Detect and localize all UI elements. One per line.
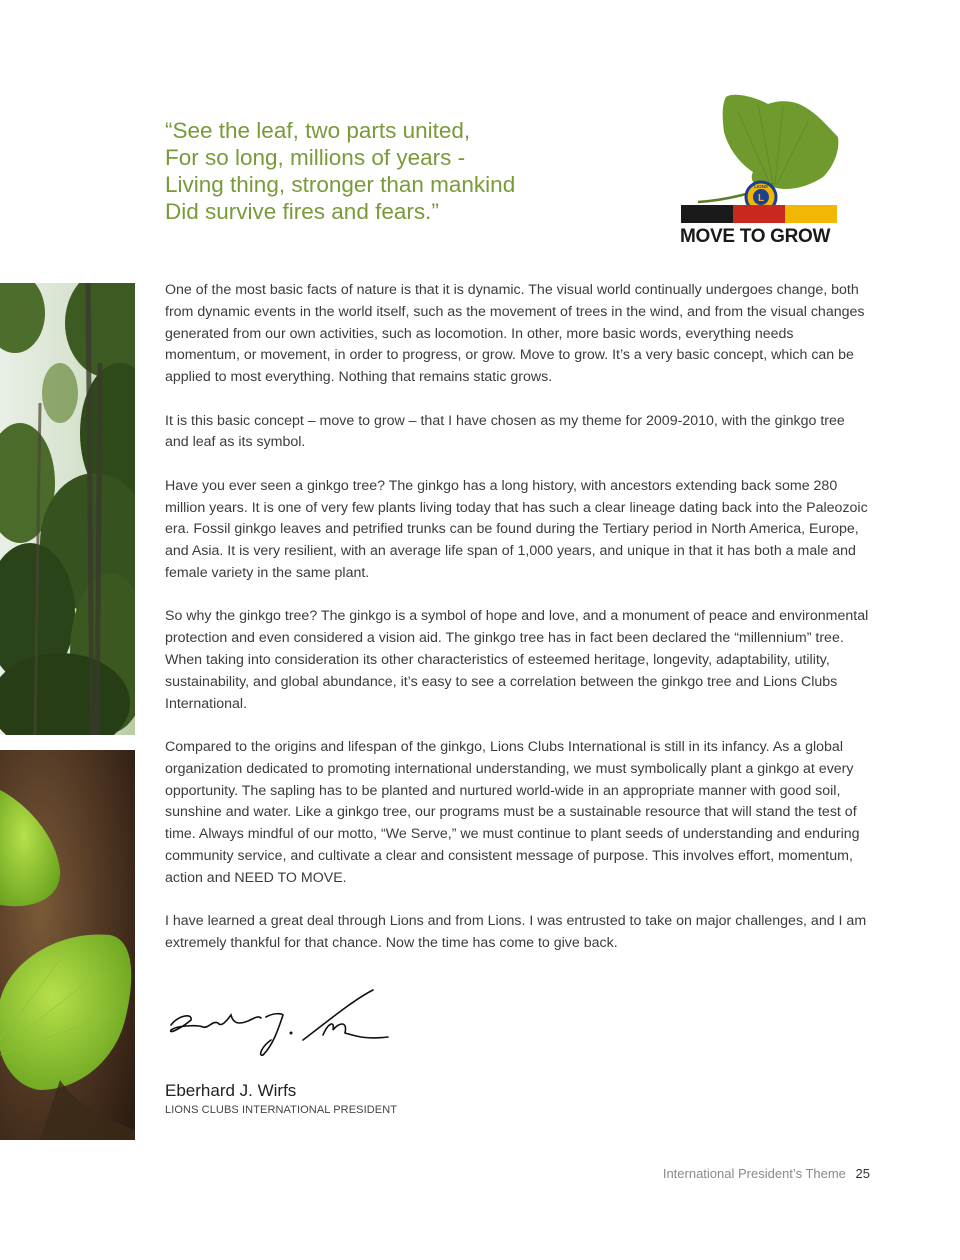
forest-photo <box>0 283 135 735</box>
page-footer <box>663 1166 870 1181</box>
emblem-text: LIONS <box>754 184 768 189</box>
stripe-black <box>681 205 733 223</box>
logo-caption: MOVE TO GROW <box>680 226 831 247</box>
quote-line: For so long, millions of years - <box>165 145 466 170</box>
footer-section-title: International President’s Theme <box>662 1166 846 1181</box>
signer-name: Eberhard J. Wirfs <box>165 1081 297 1100</box>
quote-line: “See the leaf, two parts united, <box>165 118 471 143</box>
handwritten-signature <box>163 985 398 1060</box>
body-paragraph: It is this basic concept – move to grow – that I have chosen as my theme for 2009-2010, with the ginkgo tree and leaf as its symbol. <box>165 412 845 451</box>
opening-quote <box>165 117 635 225</box>
body-paragraph: I have learned a great deal through Lions and from Lions. I was entrusted to take on major challenges, and I am extremely thankful for that chance. Now the time has come to give back. <box>165 913 867 951</box>
letter-body <box>165 280 870 976</box>
emblem-letter: L <box>757 193 765 204</box>
body-paragraph: Have you ever seen a ginkgo tree? The ginkgo has a long history, with ancestors extending back some 280 million years. It is one of very few plants living today that has such a clear lineage dating back into the Paleozoic era. Fossil ginkgo leaves and petrified trunks can be found during the Tertiary period in North America, Europe, and Asia. It is very resilient, with an average life span of 1,000 years, and unique in that it has both a male and female variety in the same plant. <box>165 477 868 581</box>
body-paragraph: Compared to the origins and lifespan of the ginkgo, Lions Clubs International is still in its infancy. As a global organization dedicated to promoting international understanding, we must symbolically plant a ginkgo at every opportunity. The sapling has to be planted and nurtured world-wide in an appropriate manner with good soil, sunshine and water. Like a ginkgo tree, our programs must be a sustainable resource that will stand the test of time. Always mindful of our motto, “We Serve,” we must continue to plant seeds of understanding and enduring community service, and cultivate a clear and consistent message of purpose. This involves effort, momentum, action and NEED TO MOVE. <box>165 738 860 886</box>
stripe-red <box>733 205 785 223</box>
stripe-yellow <box>785 205 837 223</box>
body-paragraph: One of the most basic facts of nature is that it is dynamic. The visual world continually undergoes change, both from dynamic events in the world itself, such as the movement of trees in the wind, and from the visual changes generated from our own activities, such as locomotion. In other, more basic words, everything needs momentum, or movement, in order to progress, or grow. Move to grow. It’s a very basic concept, which can be applied to most everything. Nothing that remains static grows. <box>165 282 865 386</box>
body-paragraph: So why the ginkgo tree? The ginkgo is a symbol of hope and love, and a monument of peace and environmental protection and even considered a vision aid. The ginkgo tree has in fact been declared the “millennium” tree. When taking into consideration its other characteristics of esteemed heritage, longevity, adaptability, utility, sustainability, and global abundance, it’s easy to see a correlation between the ginkgo tree and Lions Clubs International. <box>165 608 869 712</box>
signer-title: LIONS CLUBS INTERNATIONAL PRESIDENT <box>165 1104 398 1116</box>
ginkgo-leaf-photo <box>0 750 135 1140</box>
quote-line: Living thing, stronger than mankind <box>165 172 516 197</box>
page-number: 25 <box>855 1166 870 1181</box>
quote-line: Did survive fires and fears.” <box>165 199 439 224</box>
